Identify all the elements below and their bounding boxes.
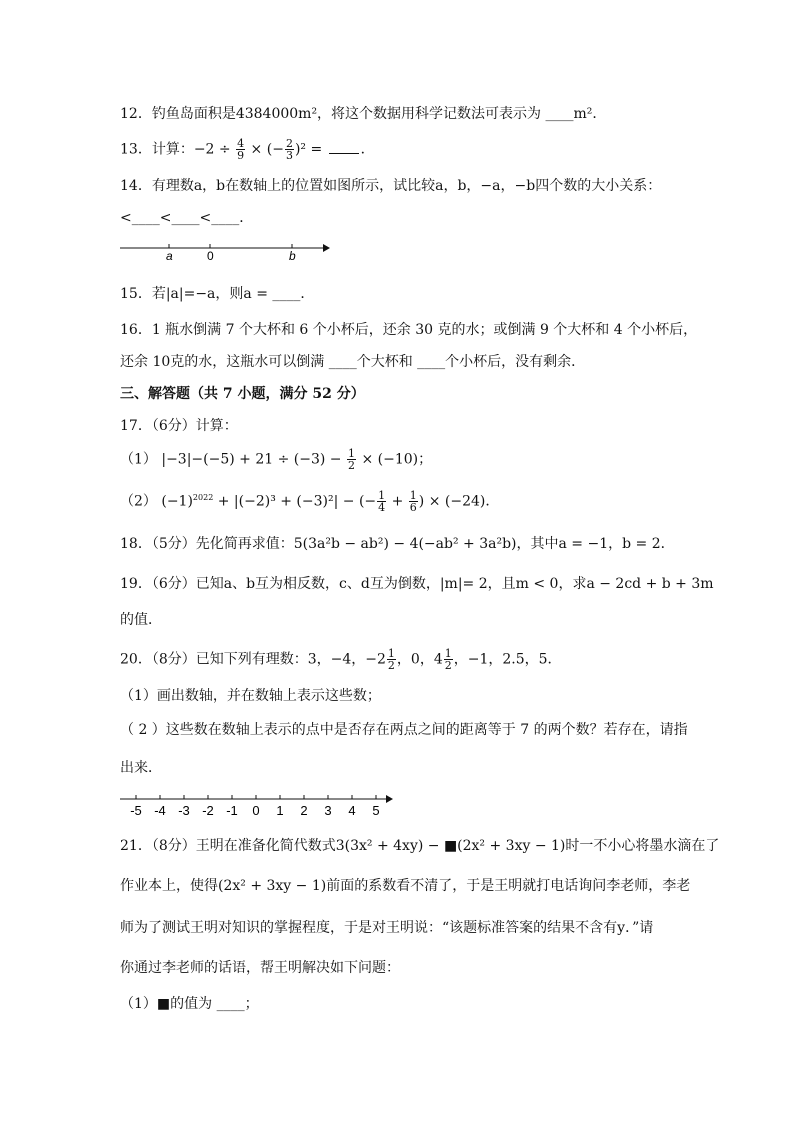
numerator: 1: [378, 489, 386, 503]
q21-line-3: 师为了测试王明对知识的掌握程度，于是对王明说：“该题标准答案的结果不含有y．”请: [120, 920, 654, 936]
fraction: [409, 490, 418, 513]
q13-expr-a: −2 ÷: [193, 141, 236, 158]
q18-text: 18．（5分）先化简再求值：5(3a²b − ab²) − 4(−ab² + 3a²b)，其中a = −1，b = 2．: [120, 536, 675, 552]
q13-prefix: 13．计算：: [120, 141, 194, 158]
q14-line-2: <____<____<____．: [120, 210, 254, 226]
numerator: 2: [285, 137, 293, 150]
q20-suffix: ，−1，2.5，5．: [453, 651, 562, 668]
question-16: [120, 320, 697, 340]
axis-tick-label: 5: [372, 803, 380, 818]
answer-blank[interactable]: [329, 139, 359, 154]
question-17-part-2: [120, 488, 499, 513]
axis-arrow: [323, 244, 330, 252]
fraction: [444, 648, 453, 671]
question-19: [120, 574, 714, 594]
q20-number-line: [118, 790, 398, 820]
axis-tick-label: -5: [130, 803, 142, 818]
question-19-cont: [120, 610, 162, 630]
denominator: 3: [285, 149, 293, 162]
section-heading: [120, 384, 365, 404]
fraction: [347, 448, 356, 471]
axis-tick-label: -2: [202, 803, 214, 818]
question-20-part-1: [120, 686, 381, 706]
axis-tick-label: -3: [178, 803, 190, 818]
q17-p2-c: +: [387, 493, 408, 510]
q17-p2-d: ) × (−24)．: [418, 493, 500, 510]
axis-tick-label: -1: [226, 803, 238, 818]
q13-expr-b: × (−: [246, 141, 284, 158]
q13-expr-c: )² =: [294, 141, 327, 158]
fraction: [285, 138, 294, 161]
exponent: 2022: [192, 493, 214, 502]
q17-p2-b: + |(−2)³ + (−3)²| − (−: [213, 493, 377, 510]
q12-text: 12．钓鱼岛面积是4384000m²，将这个数据用科学记数法可表示为 ____m²．: [120, 106, 607, 122]
q14-number-line: [118, 238, 338, 268]
axis-tick-label: 2: [300, 803, 308, 818]
q17-p1-b: × (−10)；: [357, 451, 433, 468]
question-13: [120, 138, 375, 161]
q20-prefix: 20．（8分）已知下列有理数：3，−4，−2: [120, 651, 386, 668]
fraction: [236, 138, 245, 161]
numerator: 1: [387, 647, 395, 660]
q17-p2-a: （2） (−1): [120, 493, 193, 510]
q20-p2-a: （ 2 ）这些数在数轴上表示的点中是否存在两点之间的距离等于 7 的两个数？若存在，请指: [120, 722, 688, 738]
q16-line-1: 16．1 瓶水倒满 7 个大杯和 6 个小杯后，还余 30 克的水；或倒满 9 个大杯和 4 个小杯后，: [120, 322, 698, 338]
numerator: 1: [409, 489, 417, 503]
axis-tick-label: 4: [348, 803, 356, 818]
numerator: 1: [348, 447, 355, 460]
axis-tick-label: 3: [324, 803, 332, 818]
q17-p1-a: （1） |−3|−(−5) + 21 ÷ (−3) −: [120, 451, 346, 468]
q19-line-2: 的值．: [120, 612, 162, 628]
question-12: [120, 104, 606, 124]
denominator: 9: [237, 149, 245, 162]
question-21: [120, 836, 719, 856]
question-21-part-1: [120, 994, 259, 1014]
question-21-line-2: [120, 876, 690, 896]
question-21-line-4: [120, 958, 400, 978]
axis-tick-label: 1: [276, 803, 284, 818]
question-16-cont: [120, 352, 585, 372]
numerator: 4: [237, 137, 245, 150]
q21-line-1: 21．（8分）王明在准备化简代数式3(3x² + 4xy) − ■(2x² + 3xy − 1)时一不小心将墨水滴在了: [120, 838, 720, 854]
question-14: [120, 176, 661, 196]
question-20-part-2: [120, 720, 688, 740]
q21-p1: （1）■的值为 ____；: [120, 996, 259, 1012]
question-20: [120, 648, 562, 671]
question-21-line-3: [120, 918, 653, 938]
question-15: [120, 284, 314, 304]
question-20-part-2-cont: [120, 758, 162, 778]
q19-line-1: 19．（6分）已知a、b互为相反数，c、d互为倒数，|m|= 2，且m < 0，求a − 2cd + b + 3m: [120, 576, 714, 592]
fraction: [377, 490, 386, 513]
question-17: [120, 416, 238, 436]
q21-line-2: 作业本上，使得(2x² + 3xy − 1)前面的系数看不清了，于是王明就打电话询问李老师，李老: [120, 878, 691, 894]
q21-line-4: 你通过李老师的话语，帮王明解决如下问题：: [120, 960, 400, 976]
question-18: [120, 534, 675, 554]
q15-text: 15．若|a|=−a，则a = ____．: [120, 286, 315, 302]
fraction: [387, 648, 396, 671]
q16-line-2: 还余 10克的水，这瓶水可以倒满 ____个大杯和 ____个小杯后，没有剩余．: [120, 354, 586, 370]
q14-line-1: 14．有理数a，b在数轴上的位置如图所示，试比较a，b，−a，−b四个数的大小关系：: [120, 178, 662, 194]
q20-p2-b: 出来．: [120, 760, 162, 776]
q20-p1: （1）画出数轴，并在数轴上表示这些数；: [120, 688, 381, 704]
denominator: 4: [378, 501, 386, 515]
question-17-part-1: [120, 448, 432, 471]
denominator: 2: [444, 659, 452, 672]
numerator: 1: [444, 647, 452, 660]
section-title: 三、解答题（共 7 小题，满分 52 分）: [120, 386, 365, 402]
label-b: b: [289, 249, 296, 263]
q13-suffix: ．: [360, 141, 375, 158]
axis-arrow: [386, 795, 393, 803]
axis-tick-label: 0: [252, 803, 260, 818]
q17-title: 17．（6分）计算：: [120, 418, 238, 434]
label-a: a: [166, 249, 173, 263]
question-14-answer: [120, 208, 253, 228]
denominator: 2: [387, 659, 395, 672]
axis-tick-label: -4: [154, 803, 166, 818]
label-zero: 0: [207, 249, 214, 263]
denominator: 2: [348, 459, 355, 472]
q20-mid: ，0，4: [396, 651, 443, 668]
denominator: 6: [409, 501, 417, 515]
